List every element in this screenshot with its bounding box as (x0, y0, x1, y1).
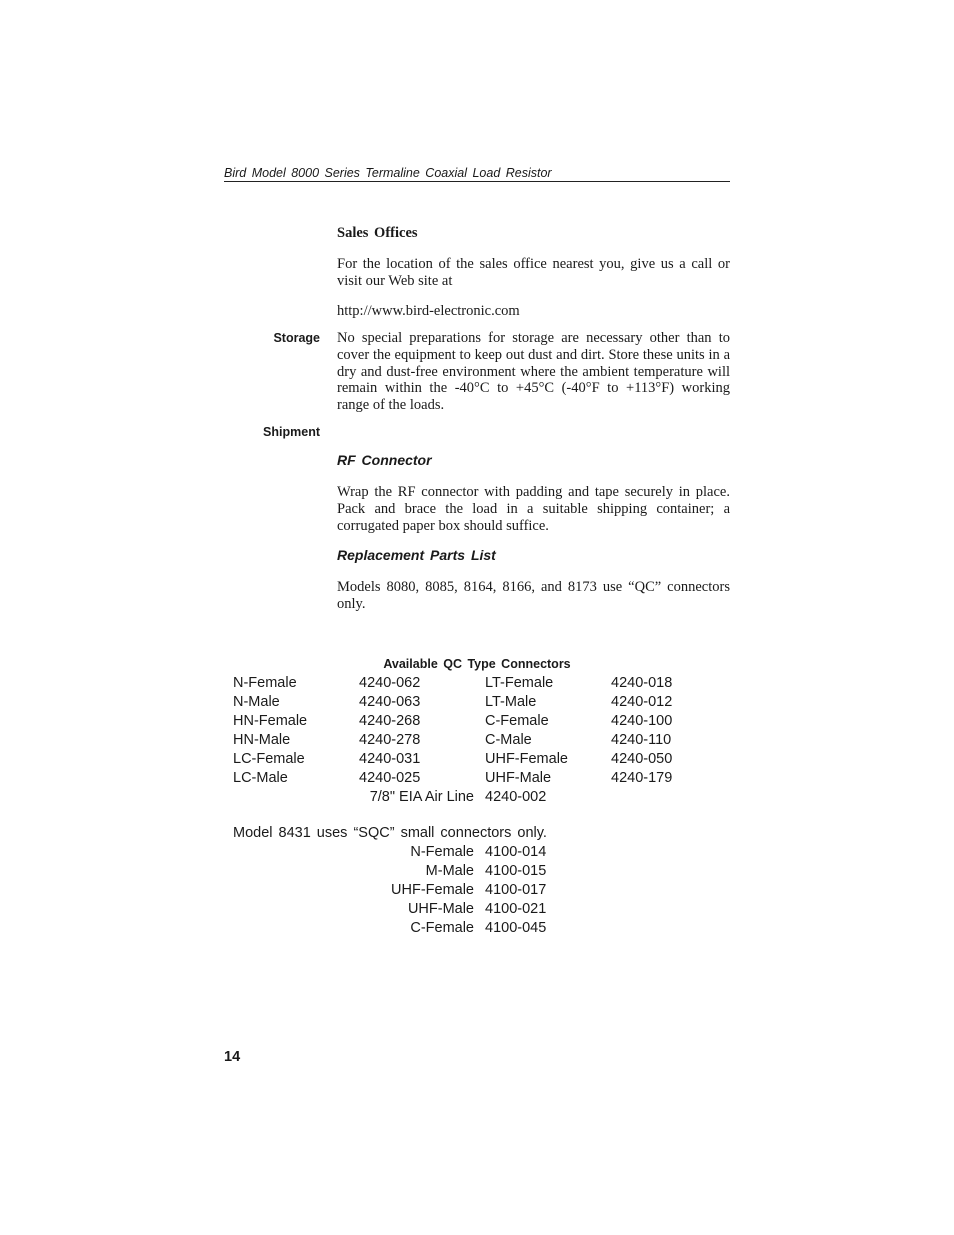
sales-offices-text (337, 256, 730, 290)
table-cell: C-Male (485, 732, 532, 748)
table-cell: LC-Male (233, 770, 288, 786)
table-cell: 4240-110 (611, 732, 672, 748)
table-cell: 4100-015 (485, 863, 547, 879)
sales-offices-heading: Sales Offices (337, 225, 418, 241)
table-cell: 4240-018 (611, 675, 673, 691)
table-cell: UHF-Male (407, 901, 474, 917)
table-cell: 4240-031 (359, 751, 421, 767)
table-cell: LC-Female (233, 751, 305, 767)
table-cell: HN-Male (233, 732, 291, 748)
table-cell: LT-Male (485, 694, 537, 710)
sales-offices-paragraph: For the location of the sales office nearest you, give us a call or visit our Web site at (337, 256, 730, 289)
website-link[interactable]: http://www.bird-electronic.com (337, 303, 520, 319)
table-cell: 4240-179 (611, 770, 673, 786)
table-cell: 4240-063 (359, 694, 421, 710)
running-header: Bird Model 8000 Series Termaline Coaxial Load Resistor (224, 165, 730, 182)
table-cell: N-Female (233, 675, 297, 691)
table-cell: UHF-Female (485, 751, 568, 767)
shipment-label: Shipment (263, 425, 320, 439)
table-cell: N-Female (410, 844, 474, 860)
table-cell: HN-Female (233, 713, 308, 729)
table-cell: UHF-Male (485, 770, 552, 786)
table-cell: UHF-Female (391, 882, 474, 898)
table-cell: 4100-017 (485, 882, 547, 898)
table-cell: M-Male (425, 863, 474, 879)
qc-table-title: Available QC Type Connectors (383, 657, 571, 671)
table-cell: C-Female (485, 713, 549, 729)
table-cell: 4240-012 (611, 694, 673, 710)
table-cell: 4240-100 (611, 713, 673, 729)
table-cell: C-Female (410, 920, 474, 936)
table-cell: 4100-045 (485, 920, 547, 936)
table-cell: 4100-014 (485, 844, 547, 860)
table-cell: 4240-062 (359, 675, 421, 691)
storage-text (337, 330, 730, 414)
page-number: 14 (224, 1049, 241, 1065)
table-cell: 4100-021 (485, 901, 547, 917)
rf-connector-heading: RF Connector (337, 452, 432, 468)
replacement-parts-heading: Replacement Parts List (337, 547, 496, 563)
rf-connector-paragraph: Wrap the RF connector with padding and tape securely in place. Pack and brace the load in a suitable shipping container; a corrugated paper box should suffice. (337, 484, 730, 534)
storage-label: Storage (273, 331, 320, 345)
replacement-parts-paragraph: Models 8080, 8085, 8164, 8166, and 8173 use “QC” connectors only. (337, 579, 730, 612)
sqc-note: Model 8431 uses “SQC” small connectors only. (233, 825, 547, 841)
table-cell: N-Male (233, 694, 280, 710)
air-line-part: 4240-002 (485, 789, 547, 805)
table-cell: 4240-025 (359, 770, 421, 786)
table-cell: 4240-278 (359, 732, 421, 748)
air-line-name: 7/8" EIA Air Line (369, 789, 474, 805)
table-cell: LT-Female (485, 675, 554, 691)
storage-paragraph: No special preparations for storage are necessary other than to cover the equipment to keep out dust and dirt. Store these units in a dry and dust-free environment where the ambient temperature will remain within the -40°C to +45°C (-40°F to +113°F) working range of the loads. (337, 330, 730, 414)
replacement-parts-text (337, 579, 730, 613)
table-cell: 4240-268 (359, 713, 421, 729)
rf-connector-text (337, 484, 730, 534)
table-cell: 4240-050 (611, 751, 673, 767)
